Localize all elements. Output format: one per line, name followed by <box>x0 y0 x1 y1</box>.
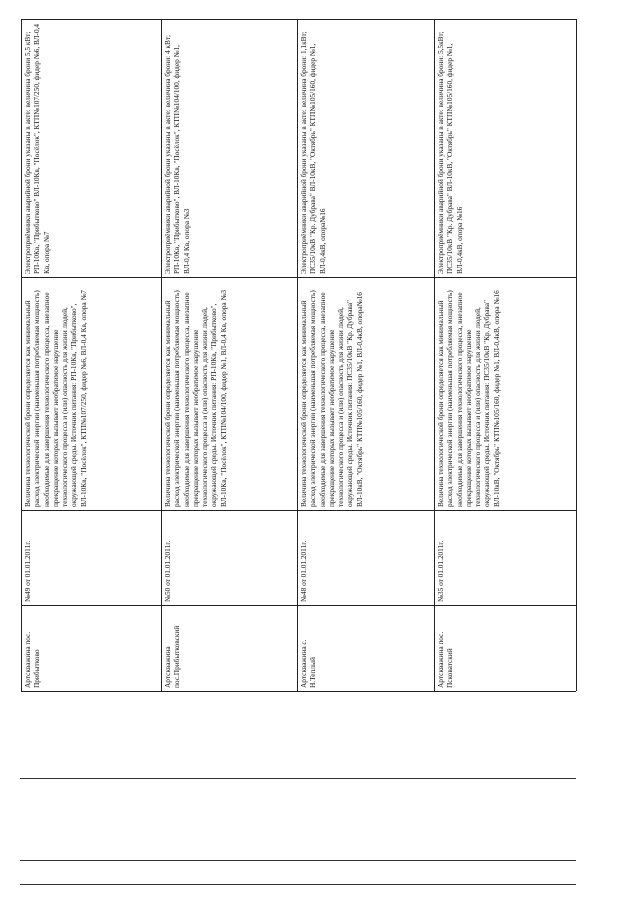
object-name-cell: Артскважина пос. Прибытково <box>23 631 42 688</box>
technological-reserve-cell: Величина технологической брони определяется как минимальный расход электрической энергии (наименьшая потребляемая мощность) необходимые для завершения технологического процесса, внезапное прекращение которых вызывает необратимое нарушение технологического процесса и (или) опасность для жизни людей, окружающей среды. Источник питания: РП-10Кв, "Прибытково", ВЛ-10Кв, "Посёлок", КТП№104/100, фидер №1, ВЛ-0,4 Кв, опора №3 <box>163 289 228 507</box>
table-cell <box>22 606 161 691</box>
emergency-reserve-cell: Электроприёмники аварийной брони указаны в акте: величина брони: 1,1кВт; ПС35/10кВ "Кр. Дубрава" ВЛ-10кВ, "Октябрь" КТП№105/160, фидер №1, ВЛ-0,4кВ, опора№16 <box>299 31 327 274</box>
object-name-cell: Артскважина пос.Прибытковский <box>163 625 182 688</box>
table-border-line <box>21 691 576 692</box>
act-number-cell: №48 от 01.01.2011г. <box>299 540 308 602</box>
table-row <box>162 20 297 277</box>
emergency-reserve-cell: Электроприёмники аварийной брони указаны в акте: величина брони: 5,5кВт; ПС35/10кВ "Кр. Дубрава" ВЛ-10кВ, "Октябрь" КТП№105/160, фидер №1, ВЛ-0,4кВ, опора №16 <box>436 31 464 274</box>
technological-reserve-cell: Величина технологической брони определяется как минимальный расход электрической энергии (наименьшая потребляемая мощность) необходимые для завершения технологического процесса, внезапное прекращение которых вызывает необратимое нарушение технологического процесса и (или) опасность для жизни людей, окружающей среды. Источник питания: ПС35/10кВ "Кр. Дубрава" ВЛ-10кВ, "Октябрь" КТП№105/160, фидер №1, ВЛ-0,4кВ, опора№16 <box>299 290 364 507</box>
table-cell <box>298 511 434 605</box>
act-number-cell: №49 от 01.01.2011г. <box>23 540 32 602</box>
table-cell <box>22 278 161 510</box>
footer-rule <box>20 884 576 885</box>
object-name-cell: Артскважина с. Н.Теплый <box>299 639 318 688</box>
table-cell <box>435 511 576 605</box>
footer-rule <box>20 860 576 861</box>
table-cell <box>435 606 576 691</box>
table-border-line <box>576 19 577 691</box>
emergency-reserve-cell: Электроприёмники аварийной брони указаны в акте: величина брони 5,5 кВт; РП-10Кв, "Прибытково" ВЛ-10Кв, "Посёлок", КТП№107/250, фидер №6, ВЛ-0,4 Кв, опора №7 <box>23 23 51 274</box>
act-number-cell: №35 от 01.01.2011г. <box>436 540 445 602</box>
table-row <box>22 20 161 277</box>
table-cell <box>435 278 576 510</box>
act-number-cell: №50 от 01.01.2011г. <box>163 540 172 602</box>
table-cell <box>162 606 297 691</box>
footer-rule <box>20 778 576 779</box>
table-cell <box>298 606 434 691</box>
table-row <box>298 20 434 277</box>
table-cell <box>22 511 161 605</box>
technological-reserve-cell: Величина технологической брони определяется как минимальный расход электрической энергии (наименьшая потребляемая мощность) необходимые для завершения технологического процесса, внезапное прекращение которых вызывает необратимое нарушение технологического процесса и (или) опасность для жизни людей, окружающей среды. Источник питания: РП-10Кв, "Прибытково", ВЛ-10Кв, "Посёлок", КТП№107/250, фидер №6, ВЛ-0,4 Кв, опора №7 <box>23 289 88 507</box>
rotated-table <box>21 19 576 691</box>
table-cell <box>162 511 297 605</box>
table-cell <box>298 278 434 510</box>
table-cell <box>162 278 297 510</box>
technological-reserve-cell: Величина технологической брони определяется как минимальный расход электрической энергии (наименьшая потребляемая мощность) необходимые для завершения технологического процесса, внезапное прекращение которых вызывает необратимое нарушение технологического процесса и (или) опасность для жизни людей, окружающей среды. Источник питания: ПС35/10кВ "Кр. Дубрава" ВЛ-10кВ, "Октябрь" КТП№105/160, фидер №1, ВЛ-0,4кВ, опора №16 <box>436 290 501 507</box>
emergency-reserve-cell: Электроприёмники аварийной брони указаны в акте: величина брони: 4 кВт; РП-10Кв, "Прибытково", ВЛ-10Кв, "Посёлок", КТП№104/100, фидер №1, ВЛ-0,4 Кв, опора №3 <box>163 34 191 274</box>
table-row <box>435 20 576 277</box>
object-name-cell: Артскважина пос. Псковатский <box>436 631 455 688</box>
